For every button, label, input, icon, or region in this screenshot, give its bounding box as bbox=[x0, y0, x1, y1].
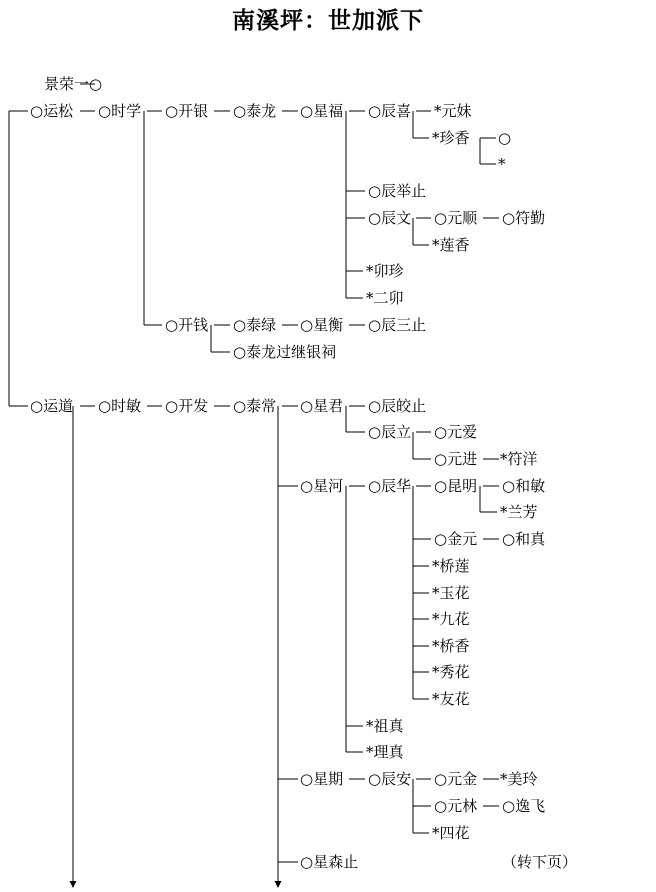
node-zhenxiang: *珍香 bbox=[432, 129, 470, 147]
node-chenjuzhi: ○辰举止 bbox=[368, 182, 427, 200]
node-lianxiang: *莲香 bbox=[432, 236, 470, 254]
node-jingrong: 景荣一○ bbox=[44, 75, 103, 93]
node-youhua: *友花 bbox=[432, 690, 470, 708]
node-lanfang: *兰芳 bbox=[500, 503, 538, 521]
node-sihua: *四花 bbox=[432, 824, 470, 842]
node-qiaolian: *桥莲 bbox=[432, 557, 470, 575]
node-yifei: ○逸飞 bbox=[502, 797, 546, 815]
node-xingqi: ○星期 bbox=[300, 770, 344, 788]
continued-next-page-note: （转下页） bbox=[502, 853, 578, 871]
node-ermao: *二卯 bbox=[366, 289, 404, 307]
node-xingsenzhi: ○星森止 bbox=[300, 853, 359, 871]
arrow-down-icon bbox=[275, 881, 282, 888]
node-taichang: ○泰常 bbox=[233, 397, 277, 415]
node-yundao: ○运道 bbox=[30, 397, 74, 415]
node-xiuhua: *秀花 bbox=[432, 663, 470, 681]
node-xingheng: ○星衡 bbox=[300, 316, 344, 334]
node-yuanjin: ○元进 bbox=[434, 450, 478, 468]
node-fuqin: ○符勤 bbox=[502, 209, 546, 227]
node-tailu: ○泰绿 bbox=[233, 316, 277, 334]
node-xingfu: ○星福 bbox=[300, 102, 344, 120]
node-shimin: ○时敏 bbox=[98, 397, 142, 415]
node-chenwen: ○辰文 bbox=[368, 209, 412, 227]
node-unnamed-son: ○ bbox=[498, 129, 512, 147]
node-chenhua: ○辰华 bbox=[368, 477, 412, 495]
node-yuanjin-2: ○元金 bbox=[434, 770, 478, 788]
node-tailong: ○泰龙 bbox=[233, 102, 277, 120]
node-chenan: ○辰安 bbox=[368, 770, 412, 788]
node-kaiqian: ○开钱 bbox=[165, 316, 209, 334]
node-xingjun: ○星君 bbox=[300, 397, 344, 415]
node-maozhen: *卯珍 bbox=[366, 262, 404, 280]
node-kaiyin: ○开银 bbox=[165, 102, 209, 120]
node-yuanshun: ○元顺 bbox=[434, 209, 478, 227]
node-yunsong: ○运松 bbox=[30, 102, 74, 120]
node-hezhen: ○和真 bbox=[502, 530, 546, 548]
node-fuyang: *符洋 bbox=[500, 450, 538, 468]
node-zuzhen: *祖真 bbox=[366, 717, 404, 735]
node-chensanzhi: ○辰三止 bbox=[368, 316, 427, 334]
node-qiaoxiang: *桥香 bbox=[432, 637, 470, 655]
node-tailong-adopted: ○泰龙过继银祠 bbox=[233, 343, 337, 361]
arrow-down-icon bbox=[70, 881, 77, 888]
node-yuanlin: ○元林 bbox=[434, 797, 478, 815]
node-shixue: ○时学 bbox=[98, 102, 142, 120]
node-kaifa: ○开发 bbox=[165, 397, 209, 415]
node-unnamed-daughter: * bbox=[498, 155, 506, 173]
node-yuanai: ○元爱 bbox=[434, 423, 478, 441]
node-jinyuan: ○金元 bbox=[434, 530, 478, 548]
node-kunming: ○昆明 bbox=[434, 477, 478, 495]
node-xinghe: ○星河 bbox=[300, 477, 344, 495]
node-chenxi: ○辰喜 bbox=[368, 102, 412, 120]
node-lizhen: *理真 bbox=[366, 743, 404, 761]
node-jiuhua: *九花 bbox=[432, 610, 470, 628]
node-meiling: *美玲 bbox=[500, 770, 538, 788]
page-title: 南溪坪：世加派下 bbox=[232, 7, 424, 34]
node-hemin: ○和敏 bbox=[502, 477, 546, 495]
node-yuhua: *玉花 bbox=[432, 584, 470, 602]
node-yuanmei: *元妹 bbox=[434, 102, 472, 120]
node-chenjiaozhi: ○辰皎止 bbox=[368, 397, 427, 415]
node-chenli: ○辰立 bbox=[368, 423, 412, 441]
